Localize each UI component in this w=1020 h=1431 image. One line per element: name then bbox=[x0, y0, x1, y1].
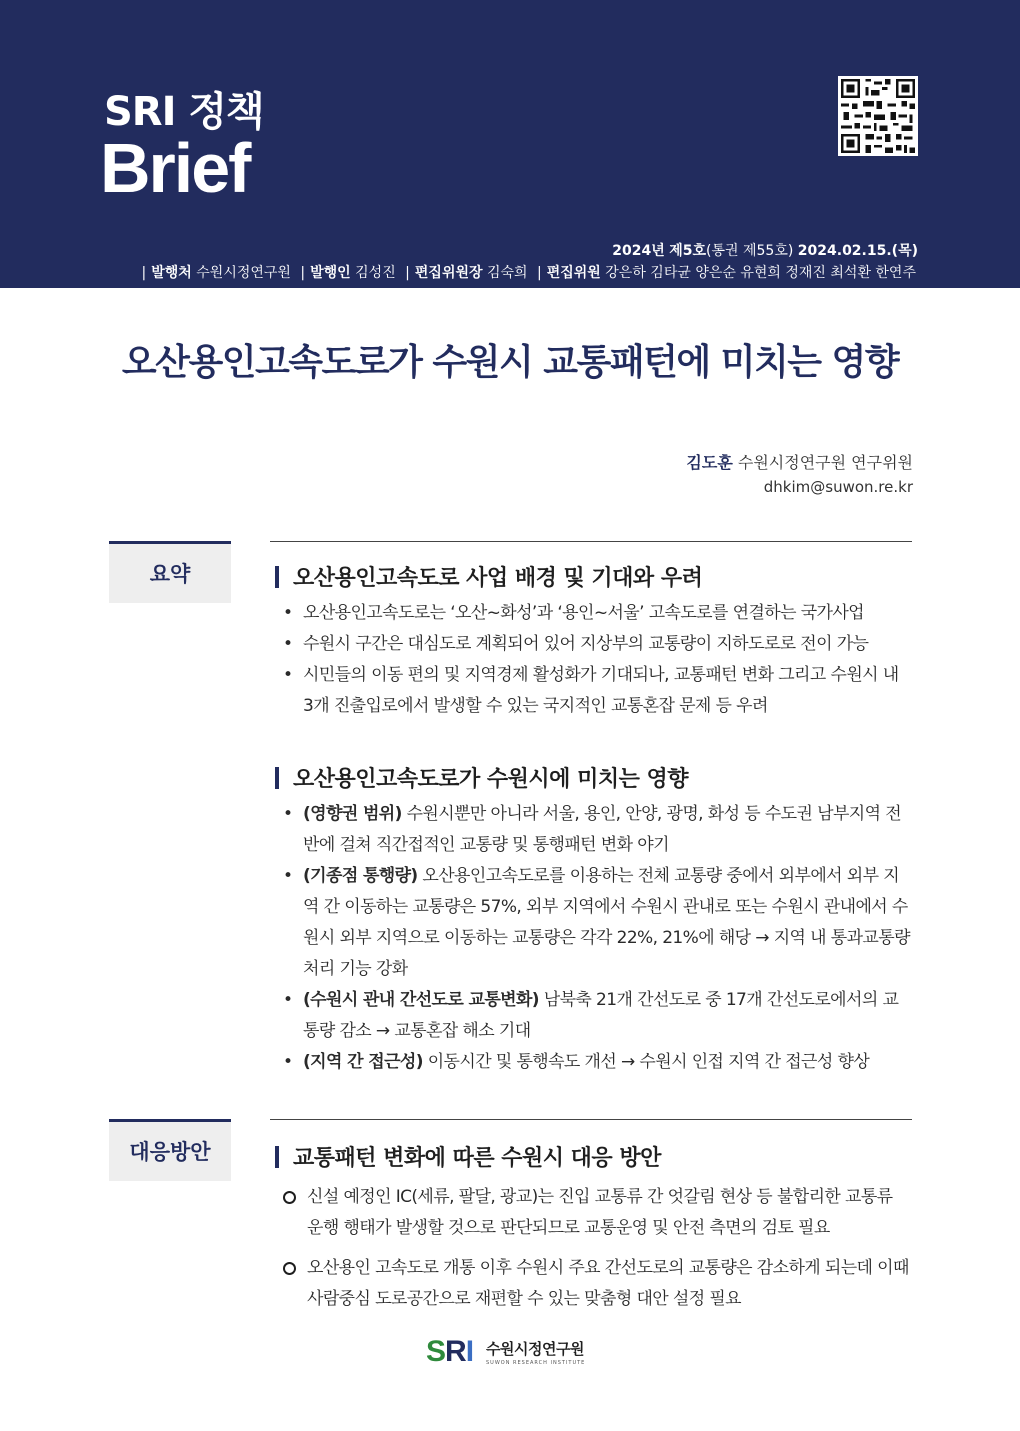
publisher-value: 수원시정연구원 bbox=[196, 265, 291, 281]
org-name: 수원시정연구원 bbox=[486, 1340, 584, 1358]
issue-year: 2024년 bbox=[612, 243, 665, 259]
issue-date: 2024.02.15.(목) bbox=[797, 243, 918, 259]
response-list bbox=[283, 1182, 913, 1324]
item-text: 오산용인고속도로는 ‘오산~화성’과 ‘용인~서울’ 고속도로를 연결하는 국가사업 bbox=[303, 603, 865, 623]
chief-editor-value: 김숙희 bbox=[486, 265, 528, 281]
heading-bar-icon bbox=[275, 767, 279, 789]
item-tag: (지역 간 접근성) bbox=[303, 1052, 423, 1072]
issuer-value: 김성진 bbox=[355, 265, 396, 281]
circle-bullet-icon bbox=[283, 1191, 296, 1204]
item-tag: (영향권 범위) bbox=[303, 804, 402, 824]
item-text: 시민들의 이동 편의 및 지역경제 활성화가 기대되나, 교통패턴 변화 그리고 수원시 내 3개 진출입로에서 발생할 수 있는 국지적인 교통혼잡 문제 등 우려 bbox=[303, 665, 899, 716]
heading-text: 오산용인고속도로 사업 배경 및 기대와 우려 bbox=[293, 566, 703, 591]
brand-subtitle: Brief bbox=[100, 129, 250, 207]
summary-label: 요약 bbox=[109, 541, 231, 603]
summary-list-1 bbox=[283, 598, 913, 722]
list-item bbox=[283, 1253, 913, 1315]
item-text: 수원시 구간은 대심도로 계획되어 있어 지상부의 교통량이 지하도로로 전이 가능 bbox=[303, 634, 869, 654]
issue-total: (통권 제55호) bbox=[706, 243, 794, 259]
item-tag: (기종점 통행량) bbox=[303, 866, 418, 886]
response-divider bbox=[270, 1119, 912, 1120]
issue-info bbox=[612, 240, 918, 260]
list-item bbox=[283, 1047, 913, 1078]
summary-heading-1 bbox=[275, 561, 702, 592]
summary-divider bbox=[270, 541, 912, 542]
issue-number: 제5호 bbox=[669, 243, 707, 259]
list-item bbox=[283, 629, 913, 660]
item-text: 수원시뿐만 아니라 서울, 용인, 안양, 광명, 화성 등 수도권 남부지역 전반에 걸쳐 직간접적인 교통량 및 통행패턴 변화 야기 bbox=[303, 804, 902, 855]
list-item bbox=[283, 799, 913, 861]
response-label: 대응방안 bbox=[109, 1119, 231, 1181]
staff-info: | 발행처 수원시정연구원 | 발행인 김성진 | 편집위원장 김숙희 | 편집위원 강은하 김타균 양은순 유현희 정재진 최석환 한연주 bbox=[141, 265, 916, 281]
qr-code-icon[interactable] bbox=[838, 76, 918, 156]
editors-value: 강은하 김타균 양은순 유현희 정재진 최석환 한연주 bbox=[605, 265, 916, 281]
response-heading bbox=[275, 1141, 661, 1172]
item-text: 이동시간 및 통행속도 개선 → 수원시 인접 지역 간 접근성 향상 bbox=[422, 1052, 870, 1072]
list-item bbox=[283, 985, 913, 1047]
logo-letter: S bbox=[426, 1335, 446, 1368]
publisher-label: 발행처 bbox=[151, 265, 192, 281]
item-tag: (수원시 관내 간선도로 교통변화) bbox=[303, 990, 539, 1010]
circle-bullet-icon bbox=[283, 1262, 296, 1275]
author-line bbox=[686, 450, 913, 473]
list-item bbox=[283, 660, 913, 722]
heading-text: 교통패턴 변화에 따른 수원시 대응 방안 bbox=[293, 1146, 661, 1171]
item-text: 신설 예정인 IC(세류, 팔달, 광교)는 진입 교통류 간 엇갈림 현상 등 불합리한 교통류 운행 행태가 발생할 것으로 판단되므로 교통운영 및 안전 측면의 검토 필요 bbox=[307, 1187, 893, 1238]
author-email[interactable]: dhkim@suwon.re.kr bbox=[763, 478, 913, 496]
item-text: 남북축 21개 간선도로 중 17개 간선도로에서의 교통량 감소 → 교통혼잡 해소 기대 bbox=[303, 990, 899, 1041]
brand-title: SRI 정책 bbox=[104, 89, 264, 135]
chief-editor-label: 편집위원장 bbox=[414, 265, 483, 281]
footer-logo bbox=[426, 1337, 606, 1371]
document-title: 오산용인고속도로가 수원시 교통패턴에 미치는 영향 bbox=[121, 342, 899, 383]
item-text: 오산용인 고속도로 개통 이후 수원시 주요 간선도로의 교통량은 감소하게 되는데 이때 사람중심 도로공간으로 재편할 수 있는 맞춤형 대안 설정 필요 bbox=[307, 1258, 909, 1309]
heading-bar-icon bbox=[275, 566, 279, 588]
author-name: 김도훈 bbox=[686, 453, 733, 472]
list-item bbox=[283, 1182, 913, 1244]
heading-bar-icon bbox=[275, 1146, 279, 1168]
heading-text: 오산용인고속도로가 수원시에 미치는 영향 bbox=[293, 767, 689, 792]
summary-heading-2 bbox=[275, 762, 688, 793]
list-item bbox=[283, 598, 913, 629]
issuer-label: 발행인 bbox=[310, 265, 351, 281]
header-banner bbox=[0, 0, 1020, 288]
logo-letter: R bbox=[445, 1335, 466, 1368]
list-item bbox=[283, 861, 913, 985]
sri-logo-icon bbox=[426, 1335, 473, 1369]
item-text: 오산용인고속도로를 이용하는 전체 교통량 중에서 외부에서 외부 지역 간 이동하는 교통량은 57%, 외부 지역에서 수원시 관내로 또는 수원시 관내에서 수원시 외부 지역으로 이동하는 교통량은 각각 22%, 21%에 해당 → 지역 내 통과교통량 처리 기능 강화 bbox=[303, 866, 910, 979]
author-affiliation: 수원시정연구원 연구위원 bbox=[737, 453, 913, 472]
org-sub: SUWON RESEARCH INSTITUTE bbox=[486, 1360, 586, 1366]
logo-letter: I bbox=[465, 1335, 474, 1368]
summary-list-2 bbox=[283, 799, 913, 1078]
editors-label: 편집위원 bbox=[546, 265, 601, 281]
